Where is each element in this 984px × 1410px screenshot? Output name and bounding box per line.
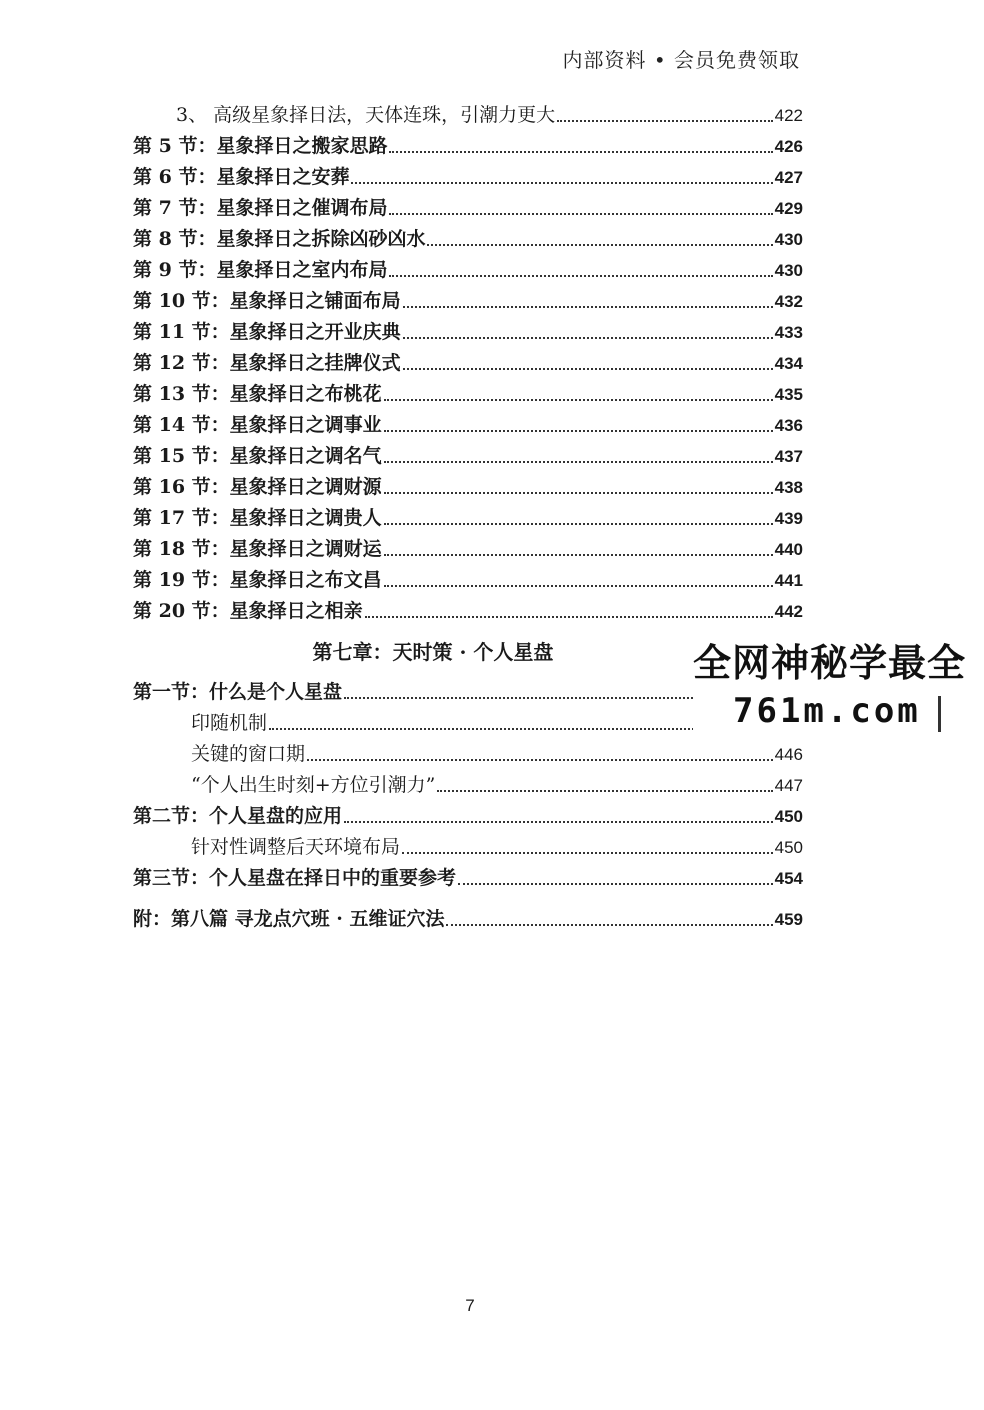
leader-dots	[437, 790, 772, 792]
toc-entry-page: 437	[774, 447, 803, 466]
toc-entry-label: 第 12 节：星象择日之挂牌仪式	[133, 352, 401, 374]
toc-row[interactable]	[133, 410, 803, 441]
toc-entry-page: 450	[774, 807, 803, 826]
toc-entry-page: 436	[774, 416, 803, 435]
watermark-bar	[938, 696, 941, 732]
leader-dots	[351, 182, 772, 184]
toc-row[interactable]	[133, 770, 803, 801]
toc-entry-label: 附：第八篇 寻龙点穴班 · 五维证穴法	[133, 908, 445, 930]
toc-row[interactable]	[133, 472, 803, 503]
leader-dots	[557, 120, 772, 122]
toc-entry-label: 第三节：个人星盘在择日中的重要参考	[133, 867, 457, 889]
toc-entry-page: 438	[774, 478, 803, 497]
leader-dots	[384, 523, 773, 525]
leader-dots	[389, 213, 772, 215]
toc-row[interactable]	[133, 348, 803, 379]
toc-entry-page: 450	[774, 838, 803, 857]
spacer	[133, 894, 803, 904]
watermark-line-1: 全网神秘学最全	[693, 641, 967, 685]
leader-dots	[403, 337, 773, 339]
toc-entry-label: 第 10 节：星象择日之铺面布局	[133, 290, 401, 312]
toc-entry-page: 432	[774, 292, 803, 311]
leader-dots	[384, 399, 773, 401]
toc-row[interactable]	[133, 162, 803, 193]
toc-row[interactable]	[133, 255, 803, 286]
toc-entry-label: 3、 高级星象择日法，天体连珠，引潮力更大	[176, 104, 556, 126]
toc-row[interactable]	[133, 565, 803, 596]
toc-entry-label: 第 9 节：星象择日之室内布局	[133, 259, 388, 281]
toc-entry-page: 427	[774, 168, 803, 187]
toc-entry-page: 430	[774, 230, 803, 249]
toc-entry-label: 第 15 节：星象择日之调名气	[133, 445, 382, 467]
table-of-contents	[133, 100, 803, 935]
leader-dots	[344, 821, 773, 823]
toc-entry-label: “个人出生时刻+方位引潮力”	[191, 774, 436, 796]
toc-entry-label: 第 17 节：星象择日之调贵人	[133, 507, 382, 529]
chapter-title: 第七章：天时策 · 个人星盘	[312, 640, 554, 664]
leader-dots	[402, 852, 773, 854]
leader-dots	[384, 492, 773, 494]
toc-row[interactable]	[133, 224, 803, 255]
toc-entry-label: 第 8 节：星象择日之拆除凶砂凶水	[133, 228, 426, 250]
toc-entry-page: 435	[774, 385, 803, 404]
toc-row[interactable]	[133, 739, 803, 770]
toc-entry-page: 441	[774, 571, 803, 590]
toc-row[interactable]	[133, 801, 803, 832]
leader-dots	[307, 759, 773, 761]
leader-dots	[458, 883, 773, 885]
toc-row[interactable]	[133, 317, 803, 348]
toc-row[interactable]	[133, 286, 803, 317]
leader-dots	[427, 244, 772, 246]
toc-entry-page: 433	[774, 323, 803, 342]
toc-entry-label: 第 5 节：星象择日之搬家思路	[133, 135, 388, 157]
toc-entry-page: 440	[774, 540, 803, 559]
toc-entry-label: 第 6 节：星象择日之安葬	[133, 166, 350, 188]
toc-row[interactable]	[133, 100, 803, 131]
toc-section-list	[133, 100, 803, 627]
toc-entry-page: 454	[774, 869, 803, 888]
toc-entry-page: 442	[774, 602, 803, 621]
toc-entry-label: 第 18 节：星象择日之调财运	[133, 538, 382, 560]
watermark	[693, 638, 983, 734]
leader-dots	[389, 151, 772, 153]
page-number: 7	[465, 1296, 475, 1315]
toc-row[interactable]	[133, 503, 803, 534]
toc-entry-label: 第 7 节：星象择日之催调布局	[133, 197, 388, 219]
toc-entry-page: 434	[774, 354, 803, 373]
toc-entry-page: 429	[774, 199, 803, 218]
toc-row[interactable]	[133, 379, 803, 410]
toc-appendix-row[interactable]	[133, 904, 803, 935]
toc-entry-label: 第 19 节：星象择日之布文昌	[133, 569, 382, 591]
toc-entry-label: 第二节：个人星盘的应用	[133, 805, 343, 827]
toc-row[interactable]	[133, 193, 803, 224]
toc-row[interactable]	[133, 441, 803, 472]
leader-dots	[403, 306, 773, 308]
leader-dots	[384, 554, 773, 556]
toc-row[interactable]	[133, 863, 803, 894]
toc-row[interactable]	[133, 534, 803, 565]
toc-entry-page: 430	[774, 261, 803, 280]
leader-dots	[384, 585, 773, 587]
toc-entry-page: 446	[774, 745, 803, 764]
leader-dots	[384, 430, 773, 432]
leader-dots	[384, 461, 773, 463]
toc-entry-label: 第一节：什么是个人星盘	[133, 681, 343, 703]
leader-dots	[446, 924, 772, 926]
watermark-line-2: 761m.com	[733, 691, 921, 731]
leader-dots	[365, 616, 773, 618]
toc-entry-page: 439	[774, 509, 803, 528]
toc-entry-label: 第 14 节：星象择日之调事业	[133, 414, 382, 436]
toc-entry-label: 印随机制	[191, 712, 268, 734]
toc-row[interactable]	[133, 596, 803, 627]
toc-entry-label: 针对性调整后天环境布局	[191, 836, 401, 858]
toc-entry-label: 第 13 节：星象择日之布桃花	[133, 383, 382, 405]
toc-entry-label: 第 11 节：星象择日之开业庆典	[133, 321, 401, 343]
leader-dots	[389, 275, 772, 277]
page-header: 内部资料 • 会员免费领取	[562, 48, 800, 72]
toc-entry-page: 422	[774, 106, 803, 125]
toc-entry-page: 447	[774, 776, 803, 795]
toc-entry-label: 第 16 节：星象择日之调财源	[133, 476, 382, 498]
toc-entry-page: 426	[774, 137, 803, 156]
toc-entry-label: 第 20 节：星象择日之相亲	[133, 600, 363, 622]
toc-row[interactable]	[133, 832, 803, 863]
toc-entry-page: 459	[774, 910, 803, 929]
leader-dots	[403, 368, 773, 370]
toc-row[interactable]	[133, 131, 803, 162]
toc-entry-label: 关键的窗口期	[191, 743, 306, 765]
